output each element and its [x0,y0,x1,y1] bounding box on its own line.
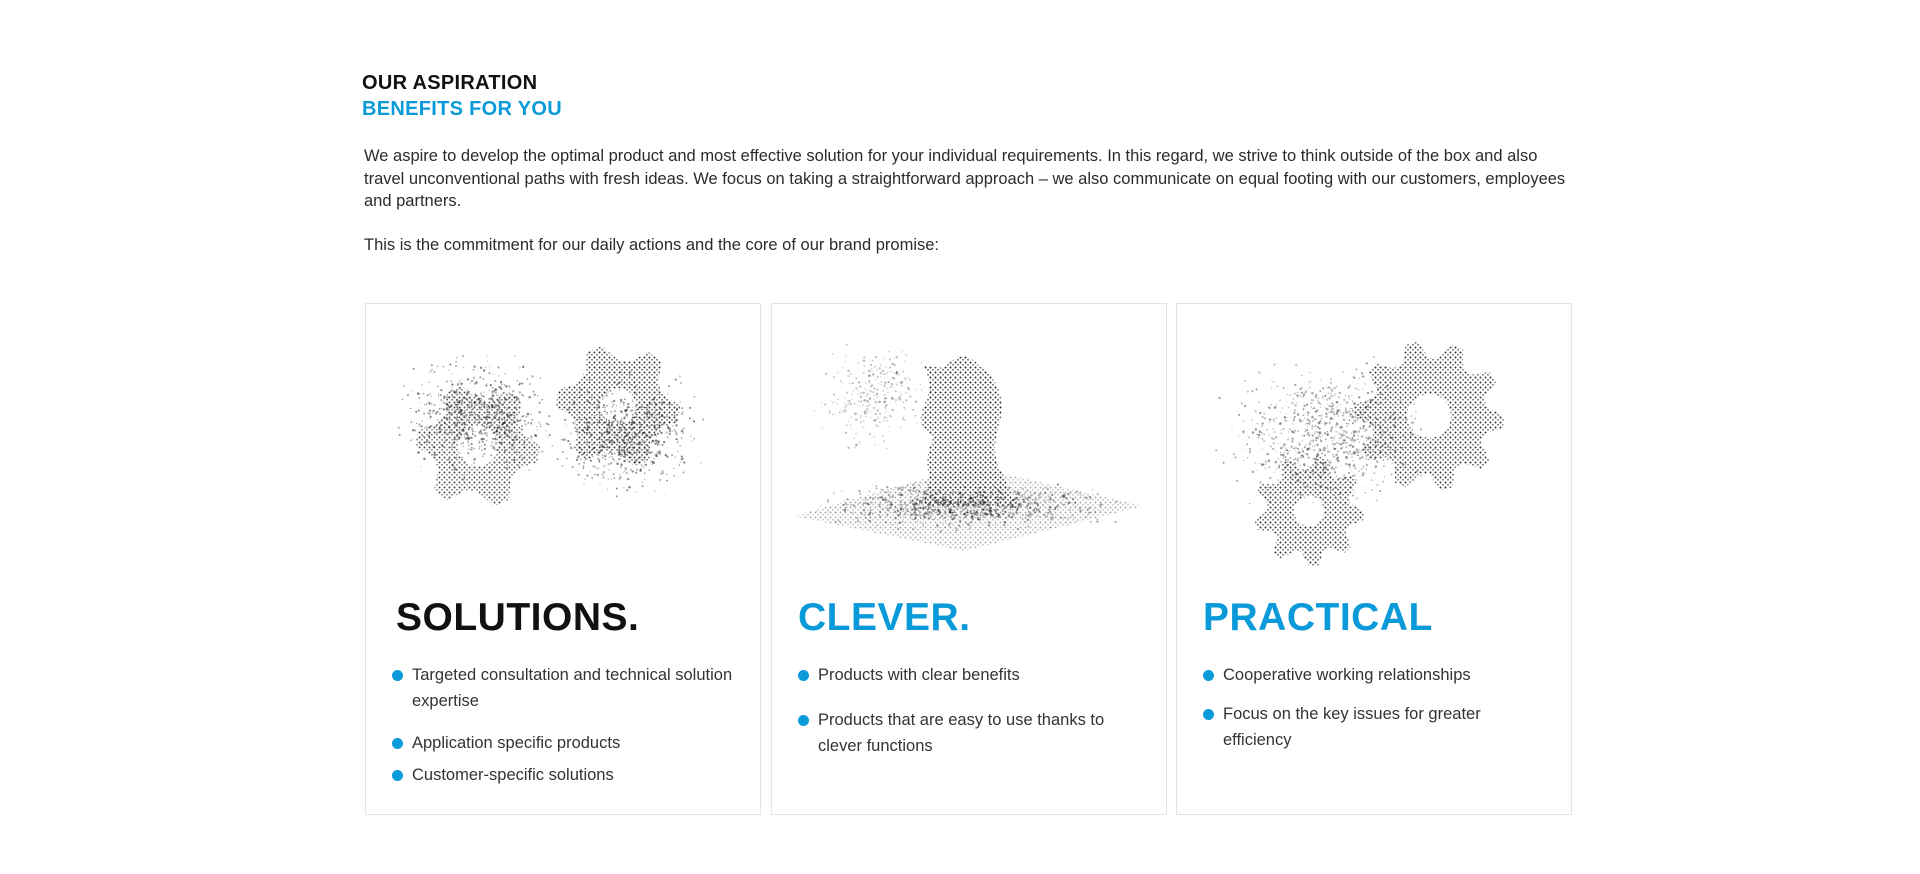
gears-illustration [1179,306,1569,586]
bullet-dot-icon [392,770,403,781]
list-item-text: Application specific products [412,734,621,752]
list-item [392,662,742,714]
list-item-text: Customer-specific solutions [412,766,614,784]
bullet-dot-icon [798,670,809,681]
list-item [798,707,1148,759]
list-item-text: Cooperative working relationships [1223,666,1471,684]
section-subtitle: BENEFITS FOR YOU [362,98,563,120]
card-title: SOLUTIONS. [396,596,640,639]
benefit-list [392,662,742,788]
card-solutions [365,303,761,815]
bullet-dot-icon [1203,670,1214,681]
card-clever [771,303,1167,815]
bullet-dot-icon [392,738,403,749]
list-item-text: Targeted consultation and technical solution expertise [412,666,733,710]
list-item-text: Products with clear benefits [818,666,1020,684]
list-item-text: Products that are easy to use thanks to clever functions [818,711,1105,755]
bullet-dot-icon [1203,709,1214,720]
list-item [1203,701,1553,753]
list-item [798,662,1148,688]
list-item [392,730,742,756]
commitment-text: This is the commitment for our daily actions and the core of our brand promise: [364,236,940,254]
card-practical [1176,303,1572,815]
section-title: OUR ASPIRATION [362,72,538,94]
list-item [392,762,742,788]
bullet-dot-icon [798,715,809,726]
benefit-list [1203,662,1553,753]
intro-paragraph: We aspire to develop the optimal product and most effective solution for your individual requirements. In this regard, we strive to think outside of the box and also travel unconventional paths with fresh ideas. We focus on taking a straightforward approach – we also communicate on equal footing with our customers, employees and partners. [364,147,1566,210]
benefit-list [798,662,1148,759]
puzzle-gears-illustration [368,306,758,586]
card-title: CLEVER. [798,596,971,639]
card-title: PRACTICAL [1203,596,1433,639]
section-heading [362,70,562,122]
list-item [1203,662,1553,688]
bullet-dot-icon [392,670,403,681]
list-item-text: Focus on the key issues for greater efficiency [1223,705,1481,749]
chess-knight-illustration [774,306,1164,586]
